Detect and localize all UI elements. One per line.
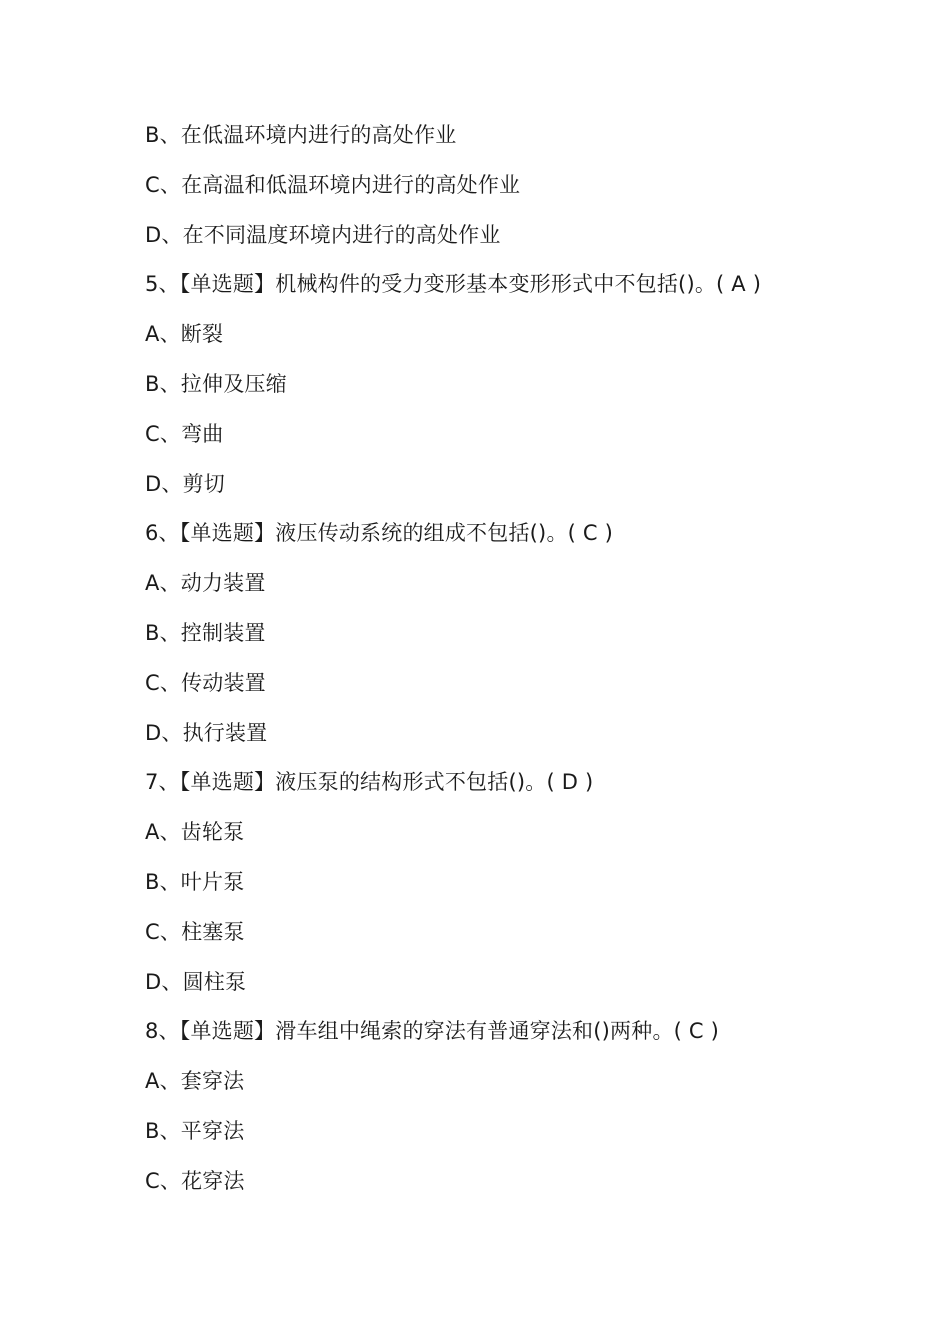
q6-option-c: C、传动装置 <box>145 670 266 695</box>
question-5: 5、【单选题】机械构件的受力变形基本变形形式中不包括()。( A ) <box>145 272 762 297</box>
q5-option-d: D、剪切 <box>145 471 225 496</box>
q8-option-c: C、花穿法 <box>145 1168 245 1193</box>
q8-option-b: B、平穿法 <box>145 1118 245 1143</box>
q6-option-d: D、执行装置 <box>145 720 268 745</box>
question-6: 6、【单选题】液压传动系统的组成不包括()。( C ) <box>145 521 614 546</box>
q5-option-a: A、断裂 <box>145 322 224 347</box>
q5-option-b: B、拉伸及压缩 <box>145 371 287 396</box>
option-b-line: B、在低温环境内进行的高处作业 <box>145 123 457 147</box>
q8-option-a: A、套穿法 <box>145 1069 245 1094</box>
q7-option-a: A、齿轮泵 <box>145 820 245 845</box>
q7-option-d: D、圆柱泵 <box>145 969 247 994</box>
q5-option-c: C、弯曲 <box>145 421 224 446</box>
q7-option-b: B、叶片泵 <box>145 869 245 894</box>
option-c-line: C、在高温和低温环境内进行的高处作业 <box>145 172 521 197</box>
q7-option-c: C、柱塞泵 <box>145 919 245 944</box>
option-d-line: D、在不同温度环境内进行的高处作业 <box>145 222 501 247</box>
q6-option-a: A、动力装置 <box>145 571 266 596</box>
question-8: 8、【单选题】滑车组中绳索的穿法有普通穿法和()两种。( C ) <box>145 1019 720 1044</box>
q6-option-b: B、控制装置 <box>145 620 266 645</box>
question-7: 7、【单选题】液压泵的结构形式不包括()。( D ) <box>145 770 594 795</box>
question-list <box>145 116 905 1212</box>
